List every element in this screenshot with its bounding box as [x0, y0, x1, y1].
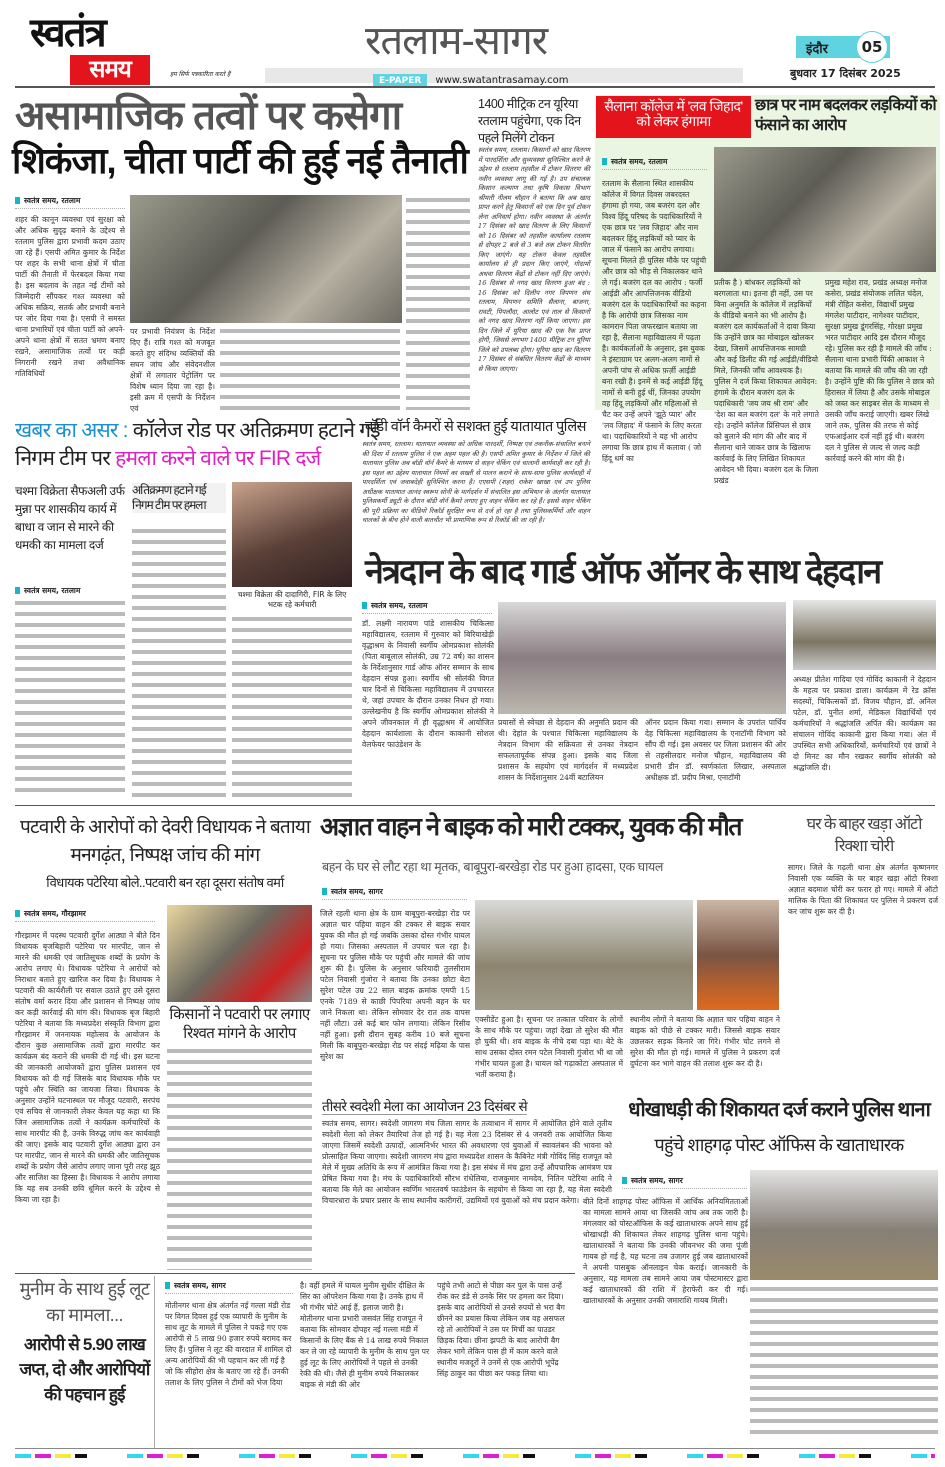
edition-title: रतलाम-सागर	[365, 19, 548, 63]
page-number: 05	[856, 31, 888, 63]
netradan-body-1: डॉ. लक्ष्मी नारायण पांडे शासकीय चिकित्सा महाविद्यालय, रतलाम में गुरुवार को बिरियाखेड़ी वृद्धाश्रम के निवासी स्वर्गीय ओमप्रकाश सोलंकी (पिता बाबूलाल सोलंकी, उम्र 72 वर्ष) का शासन के निर्देशानुसार गार्ड ऑफ ऑनर सम्मान के साथ देहदान संपन्न हुआ। स्वर्गीय श्री सोलंकी विगत चार दिनों से चिकित्सा महाविद्यालय में उपचाररत थे, जहां उपचार के दौरान उनका निधन हो गया। उल्लेखनीय है कि स्वर्गीय ओमप्रकाश सोलंकी ने अपने जीवनकाल में ही वृद्धाश्रम में आयोजित देहदान कार्यशाला के दौरान काकानी सोशल वेलफेयर फाउंडेशन के	[362, 619, 495, 749]
accident-victim-photo	[697, 900, 779, 1010]
muneem-box	[15, 1276, 155, 1448]
nigam-headline-2b: हमला करने वाले पर FIR दर्ज	[115, 447, 321, 470]
netradan-body-2: प्रयासों से स्वेच्छा से देहदान की अनुमति प्रदान की थी। देहांत के पश्चात चिकित्सा महाविद्यालय के नेत्रदान विभाग की सक्रियता से उनका नेत्रदान सफलतापूर्वक संपन्न हुआ। इसके बाद जिला प्रशासन के सहयोग एवं मार्गदर्शन में मध्यप्रदेश शासन के निर्देशानुसार 24वीं बटालियन	[498, 718, 638, 782]
cheeta-byline: स्वतंत्र समय, रतलाम	[15, 196, 125, 209]
muneem-body-2: है। वहीं हमले में घायल मुनीम सुधीर दीक्षित के सिर का ऑपरेशन किया गया है। उनके हाथ में भी गंभीर चोटें आई हैं, इलाज जारी है। मोतीनगर थाना प्रभारी जसवंत सिंह राजपूत ने बताया कि सोमवार दोपहर नई गल्ला मंडी में किसानों के लिए बैंक से 14 लाख रुपये निकाल कर ले जा रहे व्यापारी के मुनीम के साथ पुल पर हुई लूट के लिए आरोपियों ने पहले से उनकी रेकी की थी। जैसे ही मुनीम रुपये निकालकर बाइक से मंडी की ओर	[300, 1281, 430, 1389]
patwari-byline: स्वतंत्र समय, गौरझामर	[15, 909, 155, 922]
city-badge	[796, 36, 890, 58]
postoffice-byline: स्वतंत्र समय, सागर	[622, 1176, 747, 1189]
tagline: हम सिर्फ पत्रकारिता करते हैं	[170, 71, 231, 78]
netradan-body-4: अध्यक्ष प्रीतेश गादिया एवं गोविंद काकानी ने देहदान के महत्व पर प्रकाश डाला। कार्यक्रम में रेड क्रॉस सदस्यों, चिकित्सकों डॉ. विजय चौहान, डॉ. अनिल पटेल, डॉ. पुनीत शर्मा, मेडिकल विद्यार्थियों एवं कर्मचारियों ने श्रद्धांजलि अर्पित की। कार्यक्रम का संचालन गोविंद काकानी द्वारा किया गया। अंत में उपस्थित सभी अधिकारियों, कर्मचारियों एवं छात्रों ने दो मिनट का मौन रखकर स्वर्गीय सोलंकी को श्रद्धांजलि दी।	[793, 675, 936, 772]
cheeta-photo	[130, 195, 402, 323]
netradan-photo-2	[793, 600, 936, 670]
sailana-body-2: प्रतीक है ) बांधकर लड़कियों को बरगलाता था। इतना ही नहीं, उस पर बिना अनुमति के कॉलेज में लड़कियों के वीडियो बनाने का भी आरोप है। बजरंग दल कार्यकर्ताओं ने दावा किया कि उन्होंने छात्र का मोबाइल खोलकर देखा, जिसमें आपत्तिजनक सामग्री और कई डिलीट की गई आईडी/वीडियो मिले, जिनकी जाँच आवश्यक है। पुलिस ने दर्ज किया शिकायत आवेदन: हंगामे के दौरान बजरंग दल के पदाधिकारी 'जय जय श्री राम' और 'देश का बल बजरंग दल' के नारे लगाते रहे। उन्होंने कॉलेज प्रिंसिपल से छात्र को बुलाने की मांग की और बाद में सैलाना थाने जाकर छात्र के खिलाफ कार्रवाई के लिए लिखित शिकायत आवेदन भी दिया। बजरंग दल के जिला प्रखंड	[714, 278, 819, 485]
cheeta-body-3	[220, 326, 400, 410]
nigam-photo-caption: चश्मा विक्रेता की दादागिरी, FIR के लिए भटक रहे कर्मचारी	[237, 590, 347, 609]
sailana-headline: छात्र पर नाम बदलकर लड़कियों को फंसाने का आरोप	[755, 97, 936, 134]
nigam-headline-prefix: खबर का असर :	[15, 419, 128, 442]
sailana-label: सैलाना कॉलेज में 'लव जिहाद' को लेकर हंगामा	[596, 96, 751, 138]
nigam-sidebar: चश्मा विक्रेता सैफअली उर्फ मुन्ना पर शासकीय कार्य में बाधा व जान से मारने की धमकी का मामला दर्ज	[15, 484, 125, 552]
logo-bottom: समय	[70, 55, 150, 85]
cheeta-headline-1: असामाजिक तत्वों पर कसेगा	[15, 94, 402, 138]
postoffice-photo	[750, 1170, 938, 1280]
cheeta-headline-2: शिकंजा, चीता पार्टी की हुई नई तैनाती	[12, 140, 468, 181]
nigam-headline-1	[15, 420, 380, 442]
netradan-headline: नेत्रदान के बाद गार्ड ऑफ ऑनर के साथ देहदान	[365, 553, 881, 591]
epaper-label: E-PAPER	[373, 74, 427, 88]
muneem-headline-2: आरोपी से 5.90 लाख जप्त, दो और आरोपियों की पहचान हुई	[19, 1335, 150, 1404]
muneem-headline-1: मुनीम के साथ हुई लूट का मामला...	[19, 1279, 150, 1325]
accident-body-3: स्थानीय लोगों ने बताया कि अज्ञात चार पहिया वाहन ने बाइक को पीछे से टक्कर मारी। जिससे बाइक सवार उछलकर सड़क किनारे जा गिरे। गंभीर चोट लगने से सुरेश की मौत हो गई। मामले में पुलिस ने प्रकरण दर्ज दुर्घटना कर भागे वाहन की तलाश शुरू कर दी है।	[630, 1015, 780, 1068]
nigam-headline-2a: निगम टीम पर	[15, 447, 111, 470]
muneem-body-1: मोतीनगर थाना क्षेत्र अंतर्गत नई गल्ला मंडी रोड पर विगत दिवस हुई एक व्यापारी के मुनीम के साथ लूट के मामले में पुलिस ने पकड़े गए एक आरोपी से 5 लाख 90 हजार रुपये बरामद कर लिए हैं। पुलिस ने लूट की वारदात में शामिल दो अन्य आरोपियों की भी पहचान कर ली गई है जो कि सीहोरा क्षेत्र के बताए जा रहे हैं। उनकी तलाश के लिए पुलिस ने टीमों को भेज दिया	[165, 1301, 292, 1387]
kisan-headline: किसानों ने पटवारी पर लगाए रिश्वत मांगने के आरोप	[169, 1006, 310, 1042]
logo-top: स्वतंत्र	[30, 11, 105, 55]
patwari-headline: पटवारी के आरोपों को देवरी विधायक ने बताया मनगढ़ंत, निष्पक्ष जांच की मांग	[20, 817, 310, 866]
nigam-body-1	[15, 598, 125, 798]
epaper-bar	[265, 68, 743, 86]
sailana-byline: स्वतंत्र समय, रतलाम	[602, 157, 707, 170]
swadeshi-headline: तीसरे स्वदेशी मेला का आयोजन 23 दिसंबर से	[322, 1099, 528, 1114]
netradan-photo-1	[498, 602, 786, 714]
bodycam-headline: बॉडी वॉर्न कैमरों से सशक्त हुई यातायात पुलिस	[365, 419, 586, 435]
sailana-body-3: प्रमुख महेश राव, प्रखंड अध्यक्ष मनोज कसेरा, प्रखंड संयोजक ललित चंदेल, मंत्री रोहित कसेरा, विद्यार्थी प्रमुख मंगलेश पाटीदार, नागेश्वर पाटीदार, सुरक्षा प्रमुख डूंगरसिंह, गोरक्षा प्रमुख भरत पाटीदार आदि इस दौरान मौजूद रहे। पुलिस कर रही है मामले की जाँच : सैलाना थाना प्रभारी पिंकी आकाश ने बताया कि मामले की जाँच की जा रही है। उन्होंने पुष्टि की कि पुलिस ने छात्र को हिरासत में लिया है और उसके मोबाइल को जब्त कर साइबर सेल के माध्यम से उसकी जाँच कराई जाएगी। खबर लिखे जाने तक, पुलिस की तरफ से कोई एफआईआर दर्ज नहीं हुई थी। बजरंग दल ने पुलिस से जल्द से जल्द कड़ी कार्रवाई करने की मांग की है।	[825, 278, 935, 463]
postoffice-body-2	[750, 1284, 938, 1440]
postoffice-headline-1: धोखाधड़ी की शिकायत दर्ज कराने पुलिस थाना	[628, 1099, 930, 1121]
issue-date: बुधवार 17 दिसंबर 2025	[790, 67, 901, 80]
netradan-body-3: ऑनर प्रदान किया गया। सम्मान के उपरांत पार्थिव देह चिकित्सा महाविद्यालय के एनाटॉमी विभाग को सौंप दी गई। इस अवसर पर जिला प्रशासन की ओर से तहसीलदार मनोज चौहान, महाविद्यालय की प्रभारी डीन डॉ. स्वर्णकांता लिखार, अस्पताल अधीक्षक डॉ. प्रदीप मिश्रा, एनाटॉमी	[645, 718, 786, 782]
muneem-byline: स्वतंत्र समय, सागर	[165, 1281, 293, 1294]
nigam-body-2	[132, 526, 226, 798]
postoffice-headline-2: पहुंचे शाहगढ़ पोस्ट ऑफिस के खाताधारक	[654, 1135, 904, 1155]
accident-body-1: जिले रहली थाना क्षेत्र के ग्राम बाबूपुरा-बरखेड़ा रोड पर अज्ञात चार पहिया वाहन की टक्कर से बाइक सवार युवक की मौत हो गई जबकि उसका दोस्त गंभीर घायल हो गया। जिसका अस्पताल में उपचार चल रहा है। सूचना पर पुलिस मौके पर पहुंची और मामले की जांच शुरू की है। पुलिस के अनुसार फरियादी तुलसीराम पटेल निवासी गुंजोरा ने बताया कि उनका छोटा बेटा सुरेश पटेल उम्र 22 साल बाइक क्रमांक एमपी 15 एनके 7189 से काछी पिपरिया अपनी बहन के घर जाने निकला था। लेकिन सोमवार देर रात तक वापस नहीं लौटा। उसे कई बार फोन लगाया। लेकिन रिसीव नहीं हुआ। इसी दौरान सुबह करीब 10 बजे सूचना मिली कि बाबूपुरा-बरखेड़ा रोड पर संदई मढ़िया के पास सुरेश का	[320, 909, 470, 1061]
postoffice-body-visible: बीते दिनों शाहगढ़ पोस्ट ऑफिस में आर्थिक अनियमितताओं का मामला सामने आया था जिसकी जांच अब तक जारी है। मंगलवार को पोस्टऑफिस के कई खाताधारक अपने साथ हुई धोखाधड़ी की शिकायत लेकर शाहगढ़ पुलिस थाना पहुंचे। खाताधारकों ने बताया कि उनकी जीवनभर की जमा पूंजी गायब हो गई है, यह घटना तब उजागर हुई जब खाताधारकों ने अपनी पासबुक ऑनलाइन चेक कराई। जानकारी के अनुसार, यह मामला तब सामने आया जब पोस्टमास्टर द्वारा कई खाताधारकों की राशि में हेराफेरी कर दी गई। खाताधारकों के अनुसार उनकी जमाराशि गायब मिली।	[583, 1197, 748, 1305]
bodycam-body: स्वतंत्र समय, रतलाम। यातायात व्यवस्था को अधिक पारदर्शी, निष्पक्ष एवं तकनीक-संचालित बनाने की दिशा में रतलाम पुलिस ने एक अहम पहल की है। एसपी अमित कुमार के निर्देशन में जिले की यातायात पुलिस अब बॉडी वॉर्न कैमरे के माध्यम से वाहन चेकिंग एवं चालानी कार्यवाही कर रही है। इस पहल का उद्देश्य यातायात नियमों का सख्ती से पालन कराने के साथ-साथ पुलिस कार्यवाही में पारदर्शिता एवं जवाबदेही सुनिश्चित करना है। एएसपी (शहर) राकेश खाखा एवं उप पुलिस अधीक्षक यातायात आनंद स्वरूप सोनी के मार्गदर्शन में संचालित इस अभियान के अंतर्गत यातायात पुलिसकर्मी ड्यूटी के दौरान बॉडी वॉर्न कैमरे लगाए हुए वाहन चेकिंग कर रहे हैं। इससे वाहन चेकिंग की पूरी प्रक्रिया का वीडियो रिकॉर्ड सुरक्षित रूप से दर्ज हो रहा है तथा पुलिसकर्मियों और वाहन चालकों के बीच होने वाली बातचीत भी प्रामाणिक रूप से रिकॉर्ड की जा रही है।	[362, 440, 590, 524]
urea-headline: 1400 मीट्रिक टन यूरिया रतलाम पहुंचेगा, एक दिन पहले मिलेंगे टोकन	[478, 97, 581, 145]
urea-body: स्वतंत्र समय, रतलाम। किसानों को खाद वितरण में पारदर्शिता और सुव्यवस्था सुनिश्चित करने के उद्देश्य से रतलाम तहसील में टोकन वितरण की नवीन व्यवस्था लागू की गई है। उप संचालक किसान कल्याण तथा कृषि विकास विभाग श्रीमती नीलम चौहान ने बताया कि अब खाद प्राप्त करने हेतु किसानों को एक दिन पूर्व टोकन लेना अनिवार्य होगा। नवीन व्यवस्था के अंतर्गत 17 दिसंबर को खाद वितरण के लिए किसानों को 16 दिसंबर को तहसील कार्यालय रतलाम से दोपहर 2 बजे से 3 बजे तक टोकन वितरित किए जाएंगे। यह टोकन केवल तहसील कार्यालय से ही प्रदान किए जाएंगे, गोदामों अथवा वितरण केंद्रों से टोकन नहीं दिए जाएंगे। 16 दिसंबर से नगद खाद वितरण हुआ बंद : 16 दिसंबर को दिलीप नगर विपणन संघ रतलाम, विपणन समिति सैलाना, बाजना, रावटी, पिपलौदा, आलोट एवं ताल से किसानों को नगद खाद वितरण नहीं किया जाएगा। इस दिन जिले में यूरिया खाद की एक रैक प्राप्त होगी, जिससे लगभग 1400 मीट्रिक टन यूरिया जिले को उपलब्ध होगा। यूरिया खाद का वितरण 17 दिसंबर से संबंधित वितरण केंद्रों के माध्यम से किया जाएगा।	[478, 146, 590, 373]
muneem-body-3: पहुंचे तभी आटो से पीछा कर पुल के पास उन्हें रोक कर डंडे से उनके सिर पर हमला कर दिया। इसके बाद आरोपियों से उनसे रुपयों से भरा बैग छीनने का प्रयास किया लेकिन जब वह असफल रहे तो आरोपियों ने उस पर मिर्ची का पाउडर छिड़क दिया। छीना झपटी के बाद आरोपी बैग लेकर भागे लेकिन पास ही में काम करने वाले स्थानीय मजदूरों ने उनमें से एक आरोपी भूपेंद्र सिंह ठाकुर का पीछा कर पकड़ लिया था।	[437, 1281, 565, 1378]
auto-headline: घर के बाहर खड़ा ऑटो रिक्शा चोरी	[806, 816, 922, 855]
cheeta-body-2: पर प्रभावी नियंत्रण के निर्देश दिए हैं। रात्रि गश्त को मजबूत करते हुए संदिग्ध व्यक्तियों की सघन जांच और संवेदनशील क्षेत्रों में लगातार पेट्रोलिंग पर विशेष ध्यान दिया जा रहा है। इसी क्रम में एसपी के निर्देशन एवं	[130, 327, 215, 413]
nigam-box-headline: अतिक्रमण हटाने गई निगम टीम पर हमला	[132, 483, 226, 513]
kisan-body	[167, 1046, 312, 1270]
sailana-photo	[714, 147, 936, 272]
patwari-photo	[167, 905, 312, 1002]
cheeta-body-4	[406, 195, 470, 410]
accident-body-2: एक्सीडेंट हुआ है। सूचना पर तत्काल परिवार के लोगों के साथ मौके पर पहुंचा। जहां देखा तो सुरेश की मौत हो चुकी थी। शव बाइक के नीचे दबा पड़ा था। बेटे के साथ उसका दोस्त रमन पटेल निवासी गुंजोरा भी था जो गंभीर घायल हुआ है। घायल को गढ़ाकोटा अस्पताल में भर्ती कराया है।	[475, 1015, 623, 1079]
city-name: इंदौर	[806, 42, 828, 57]
accident-photo	[475, 900, 693, 1010]
accident-subhead: बहन के घर से लौट रहा था मृतक, बाबूपुरा-बरखेड़ा रोड पर हुआ हादसा, एक घायल	[322, 860, 663, 874]
sailana-body-1: रतलाम के सैलाना स्थित शासकीय कॉलेज में विगत दिवस जबरदस्त हंगामा हो गया, जब बजरंग दल और विश्व हिंदू परिषद के पदाधिकारियों ने एक छात्र पर 'लव जिहाद' और नाम बदलकर हिंदू लड़कियों को प्यार के जाल में फंसाने का आरोप लगाया। सूचना मिलते ही पुलिस मौके पर पहुंची और छात्र को भीड़ से निकालकर थाने ले गई। बजरंग दल का आरोप : फर्जी आईडी और आपत्तिजनक वीडियो बजरंग दल के पदाधिकारियों का कहना है कि आरोपी छात्र जिसका नाम कामरान पिता जफरखान बताया जा रहा है, सैलाना महाविद्यालय में पढ़ता है। कार्यकर्ताओं के अनुसार, इस युवक ने इंस्टाग्राम पर अलग-अलग नामों से अपनी पांच से अधिक फ़र्ज़ी आईडी बना रखी है। इनमें से कई आईडी हिंदू नामों से बनी हुई थीं, जिनका उपयोग वह हिंदू लड़कियों और महिलाओं से चैट कर उन्हें अपने 'झूठे प्यार' और 'लव जिहाद' में फंसाने के लिए करता था। पदाधिकारियों ने यह भी आरोप लगाया कि छात्र हाथ में कलावा ( जो हिंदू धर्म का	[602, 179, 707, 463]
patwari-body: गौरझामर में पदस्थ पटवारी दुर्गेश आठ्या ने बीते दिन विधायक बृजबिहारी पटेरिया पर मारपीट, जान से मारने की धमकी एवं जातिसूचक शब्दों के प्रयोग के आरोप लगाए थे। विधायक पटेरिया ने आरोपों को निराधार बताते हुए खारिज कर दिया है। विधायक ने पटवारी की कार्यशैली पर सवाल उठाते हुए उसे दूसरा संतोष वर्मा करार दिया और प्रशासन से निष्पक्ष जांच कर कड़ी कार्रवाई की मांग की। विधायक बृज बिहारी पटेरिया ने बताया कि मध्यप्रदेश संस्कृति विभाग द्वारा गौरझामर में जननायक महोत्सव के आयोजन के दौरान कुछ असामाजिक तत्वों द्वारा मारपीट कर कार्यक्रम बंद कराने की धमकी दी गई थी। इस घटना की जानकारी आयोजकों द्वारा पुलिस प्रशासन एवं विधायक को दी गई जिसके बाद विधायक मौके पर पहुंचे और स्थिति का जायजा लिया। विधायक के अनुसार उन्होंने घटनास्थल पर मौजूद पटवारी, सरपंच एवं सचिव से जानकारी लेकर केवल यह कहा था कि जिन असामाजिक तत्वों ने कार्यक्रम कर्मचारियों के साथ मारपीट की है, उनके विरुद्ध जांच कर कार्यवाही की जाए। इसके बाद पटवारी दुर्गेश आठ्या द्वारा उन पर मारपीट, जान से मारने की धमकी और जातिसूचक शब्दों के प्रयोग जैसे आरोप लगाए जाना पूरी तरह झूठ और साजिश का हिस्सा है। विधायक ने आरोप लगाया कि यह सब उनकी छवि धूमिल करने के उद्देश्य से किया जा रहा है।	[15, 931, 161, 1204]
netradan-byline: स्वतंत्र समय, रतलाम	[362, 601, 492, 614]
nigam-byline: स्वतंत्र समय, रतलाम	[15, 586, 125, 599]
nigam-photo	[232, 482, 352, 587]
website-link[interactable]: www.swatantrasamay.com	[435, 75, 569, 86]
patwari-subhead: विधायक पटेरिया बोले..पटवारी बन रहा दूसरा संतोष वर्मा	[46, 875, 284, 890]
accident-headline: अज्ञात वाहन ने बाइक को मारी टक्कर, युवक की मौत	[320, 813, 742, 841]
accident-byline: स्वतंत्र समय, सागर	[322, 887, 467, 900]
masthead	[0, 0, 945, 86]
swadeshi-body: स्वतंत्र समय, सागर। स्वदेशी जागरण मंच जिला सागर के तत्वाधान में सागर में आयोजित होने वाले तृतीय स्वदेशी मेला को लेकर तैयारियां तेज हो गई है। यह मेला 23 दिसंबर से 4 जनवरी तक आयोजित किया जाएगा जिसमें स्वदेशी उत्पादों, आत्मनिर्भर भारत की अवधारणा एवं युवाओं में स्वावलंबन की भावना को प्रोत्साहित किया जाएगा। स्वदेशी जागरण मंच द्वारा मध्यप्रदेश शासन के कैबिनेट मंत्री गोविंद सिंह राजपूत को मेले में मुख्य अतिथि के रूप में आमंत्रित किया गया है। इस संबंध में मंच द्वारा उन्हें औपचारिक आमंत्रण पत्र प्रेषित किया गया है। मंच के पदाधिकारियों सौरभ रांधेलिया, राजकुमार नामदेव, नितिन पटेरिया आदि ने बताया कि मेले का आयोजन स्वर्णिम भारतवर्ष फाउंडेशन के सहयोग से किया जा रहा है, यह मेला स्वदेशी विचारधारा के प्रचार प्रसार के साथ स्थानीय कारीगरों, उद्यमियों एवं युवाओं को मंच प्रदान करेगा।	[322, 1119, 613, 1205]
nigam-body-3	[232, 614, 352, 798]
cheeta-body-1: शहर की कानून व्यवस्था एवं सुरक्षा को और अधिक सुदृढ़ बनाने के उद्देश्य से रतलाम पुलिस द्वारा प्रभावी कदम उठाए जा रहे हैं। एसपी अमित कुमार के निर्देश पर शहर के सभी थाना क्षेत्रों में चीता पार्टी की तैनाती में फेरबदल किया गया है। इस बदलाव के तहत नई टीमों को जिम्मेदारी सौंपकर गश्त व्यवस्था को अधिक सक्रिय, सतर्क और प्रभावी बनाने पर जोर दिया गया है। एसपी ने समस्त थाना प्रभारियों एवं चीता पार्टी को अपने-अपने थाना क्षेत्रों में सतत भ्रमण बनाए रखने, असामाजिक तत्वों पर कड़ी निगरानी रखने तथा अवैधानिक गतिविधियों	[15, 215, 125, 378]
nigam-headline-text: कॉलेज रोड पर अतिक्रमण हटाने गई	[132, 419, 380, 442]
color-registration-strip	[15, 1448, 935, 1458]
auto-body: सागर। जिले के गढ़ली थाना क्षेत्र अंतर्गत कृष्णनगर निवासी एक व्यक्ति के घर बाहर खड़ा ऑटो रिक्शा अज्ञात बदमाश चोरी कर फरार हो गए। मामले में ऑटो मालिक के पिता की शिकायत पर पुलिस ने प्रकरण दर्ज कर जांच शुरू कर दी है।	[788, 863, 938, 916]
nigam-headline-2	[15, 448, 320, 470]
